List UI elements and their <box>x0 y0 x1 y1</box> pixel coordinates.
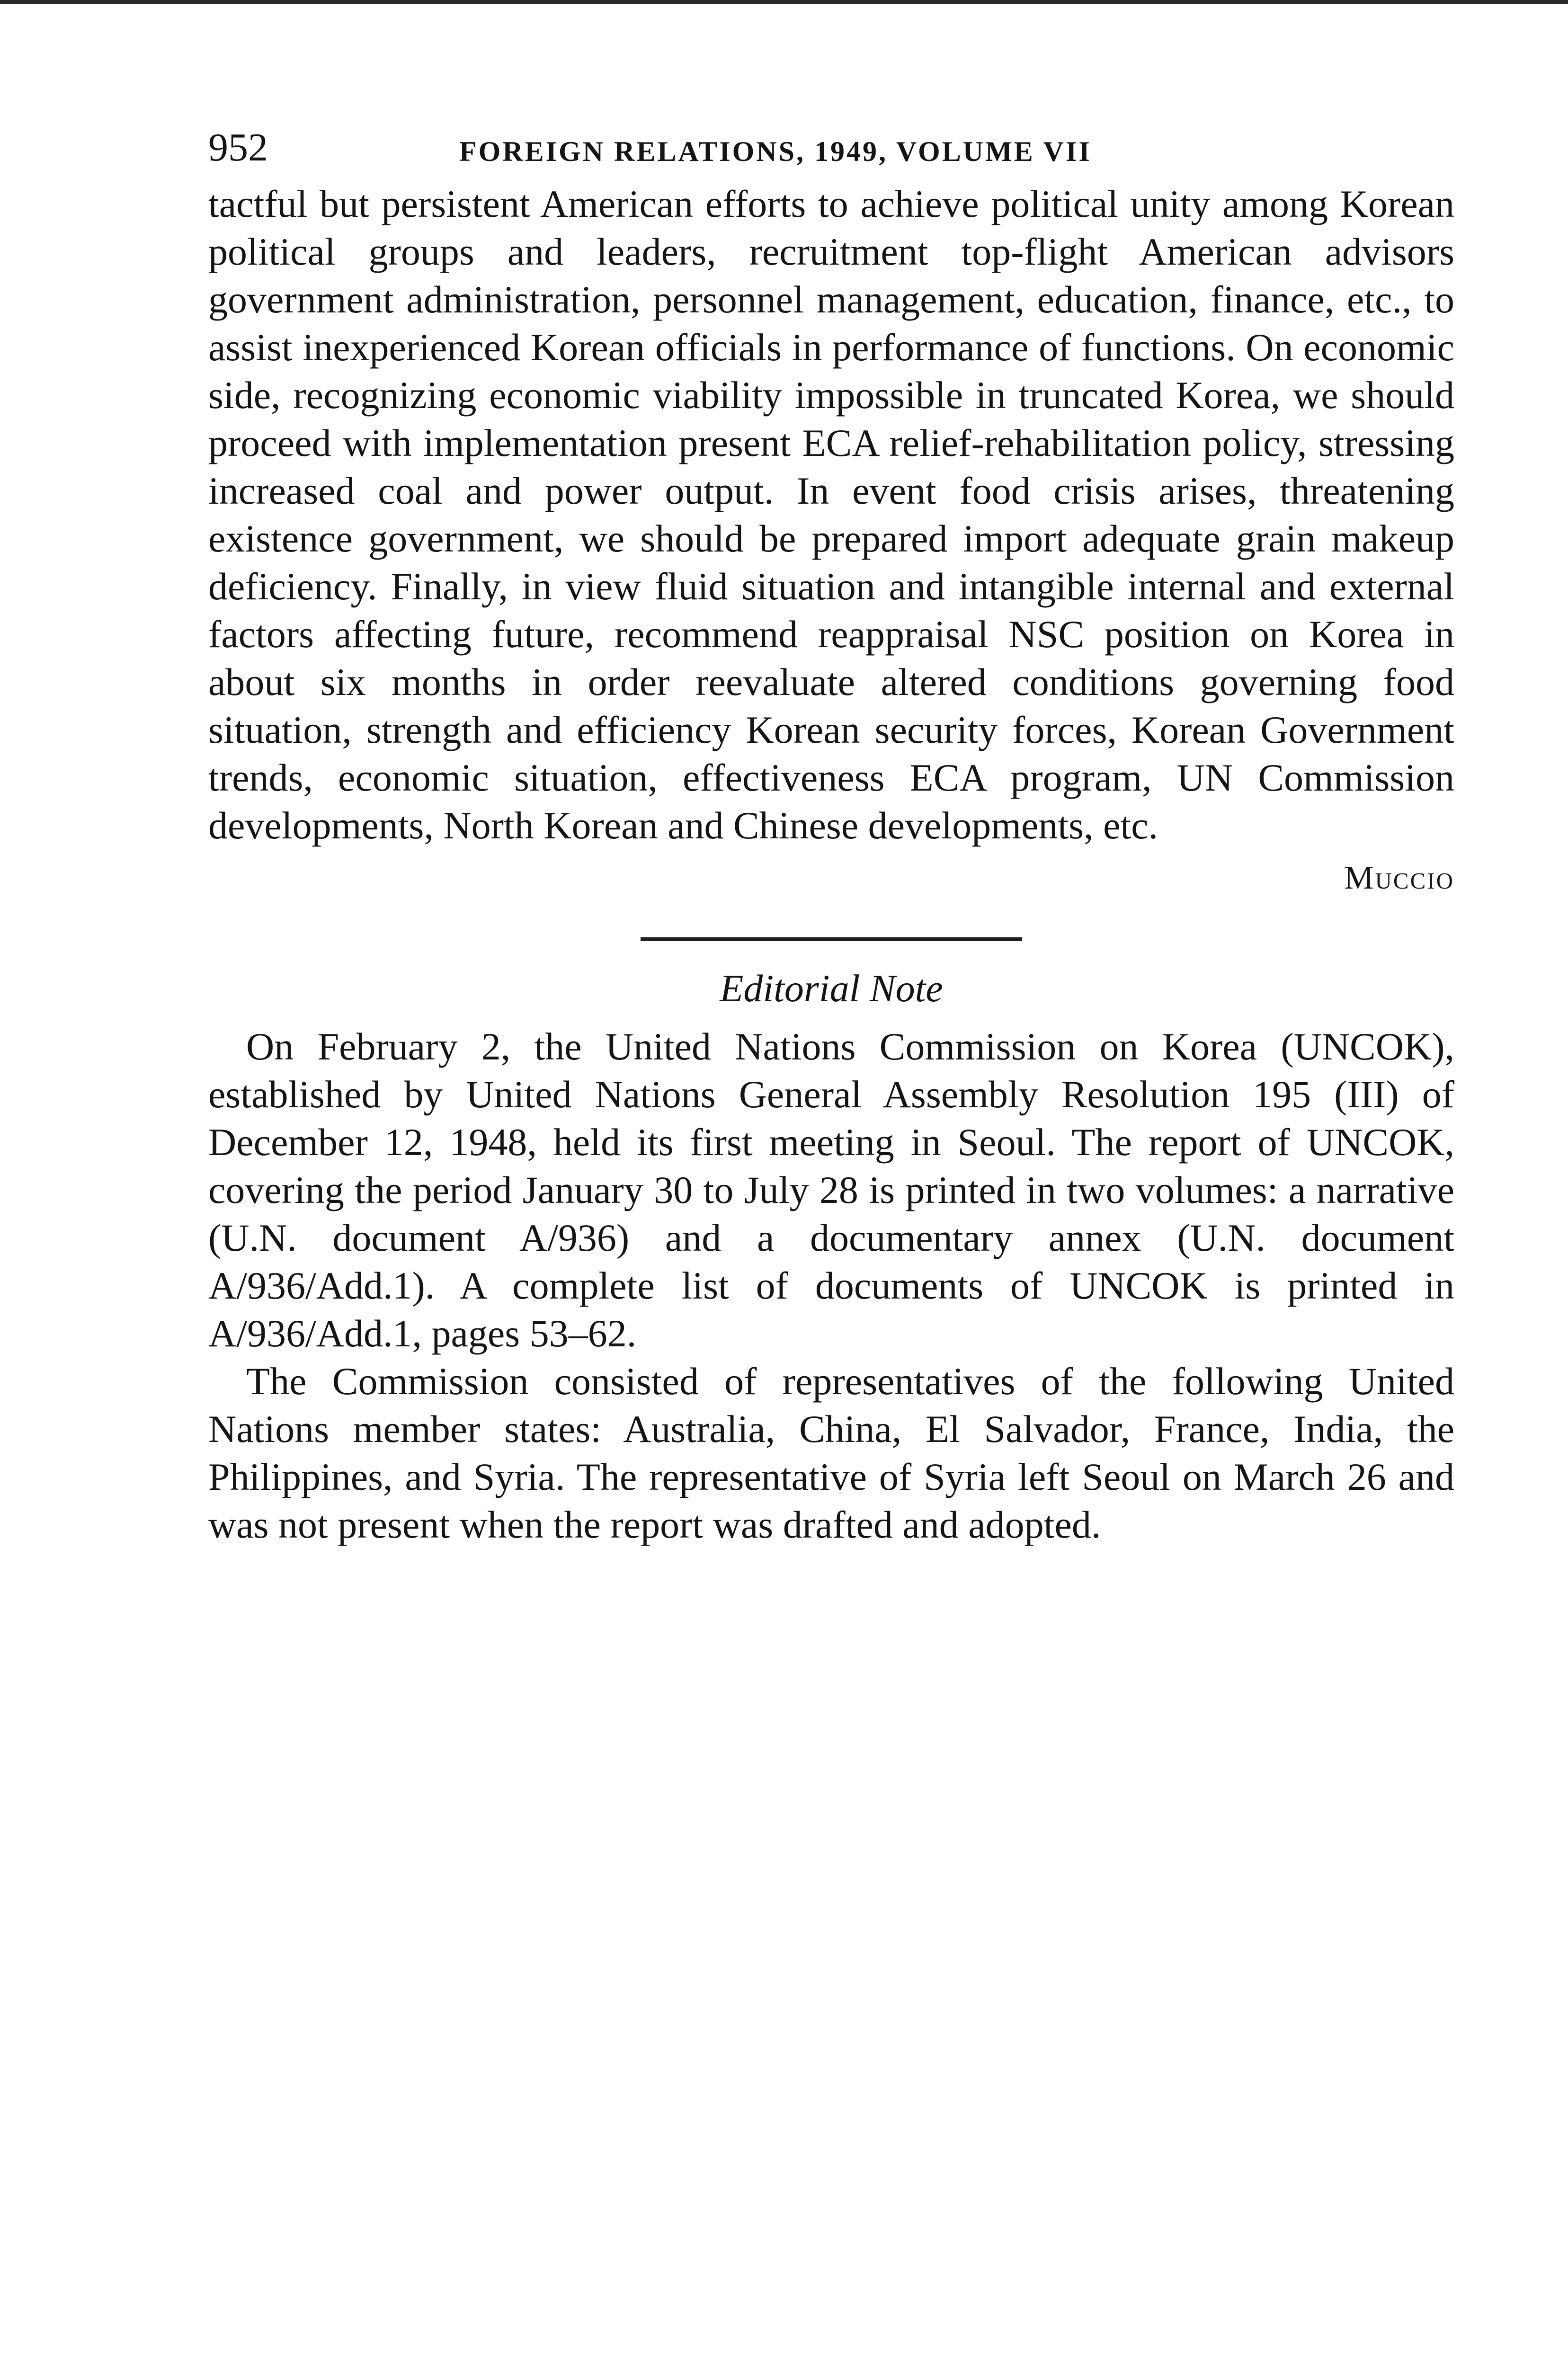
section-divider <box>641 937 1022 941</box>
running-head: FOREIGN RELATIONS, 1949, VOLUME VII <box>459 136 1092 167</box>
continuation-paragraph: tactful but persistent American efforts to achieve political unity among Korean political groups and leaders, recruitment top-flight American advisors government administration, personnel management, education, finance, etc., to assist inexperienced Korean officials in performance of functions. On economic side, recognizing economic viability impossible in truncated Korea, we should proceed with implementation present ECA relief-rehabilitation policy, stressing increased coal and power output. In event food crisis arises, threatening existence government, we should be prepared import adequate grain makeup deficiency. Finally, in view fluid situation and intangible internal and external factors affecting future, recommend reappraisal NSC position on Korea in about six months in order reevaluate altered conditions governing food situation, strength and efficiency Korean security forces, Korean Government trends, economic situation, effectiveness ECA program, UN Commission developments, North Korean and Chinese developments, etc. <box>208 182 1454 847</box>
signature: Muccio <box>1344 860 1454 896</box>
page-header <box>208 118 1454 180</box>
page-number: 952 <box>208 125 268 169</box>
document-page <box>208 118 1454 1548</box>
editorial-note-paragraph-1: On February 2, the United Nations Commission on Korea (UNCOK), established by United Nations General Assembly Resolution 195 (III) of December 12, 1948, held its first meeting in Seoul. The report of UNCOK, covering the period January 30 to July 28 is printed in two volumes: a narrative (U.N. document A/936) and a documentary annex (U.N. document A/936/Add.1). A complete list of documents of UNCOK is printed in A/936/Add.1, pages 53–62. <box>208 1025 1454 1355</box>
editorial-note-title: Editorial Note <box>720 967 943 1010</box>
top-edge-rule <box>0 0 1568 4</box>
editorial-note-paragraph-2: The Commission consisted of representatives of the following United Nations member states: Australia, China, El Salvador, France, India, the Philippines, and Syria. The representative of Syria left Seoul on March 26 and was not present when the report was drafted and adopted. <box>208 1360 1454 1546</box>
